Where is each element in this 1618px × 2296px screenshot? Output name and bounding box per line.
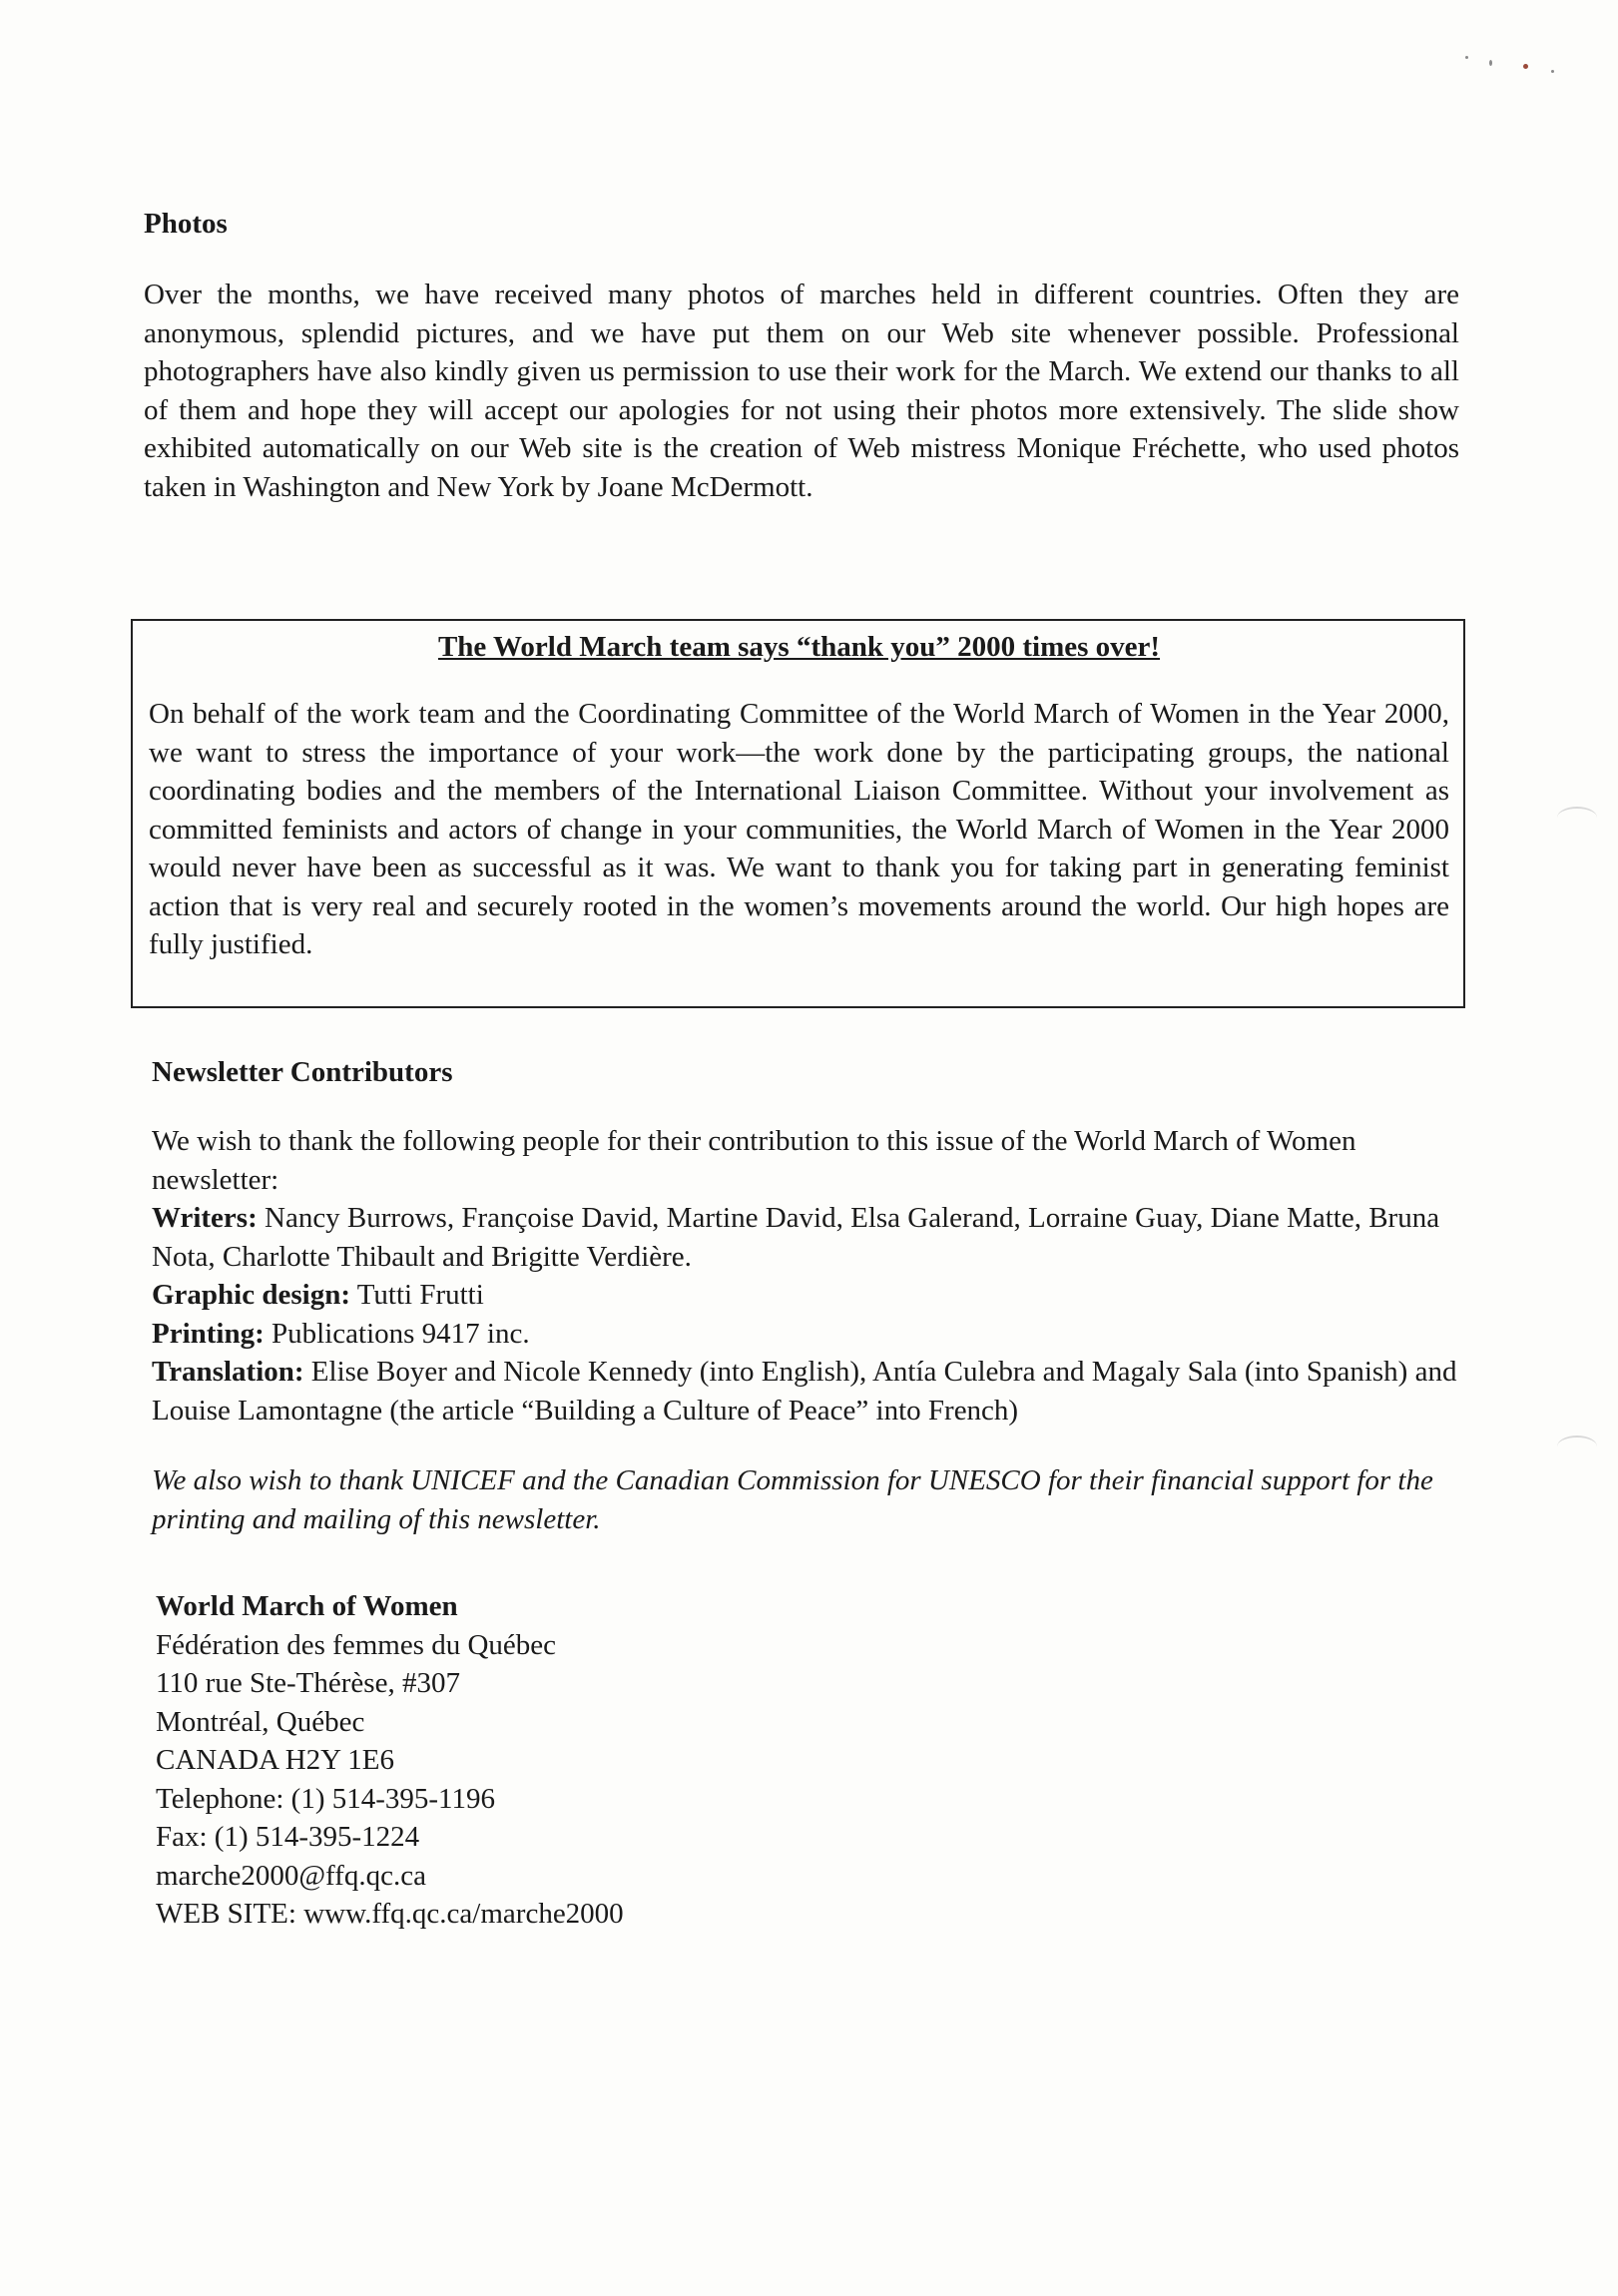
credit-translation xyxy=(152,1353,1459,1430)
credit-value: Publications 9417 inc. xyxy=(264,1317,530,1350)
credit-label: Writers: xyxy=(152,1202,258,1234)
website-line: WEB SITE: www.ffq.qc.ca/marche2000 xyxy=(156,1898,624,1930)
photos-heading: Photos xyxy=(144,208,228,240)
thank-you-box xyxy=(131,619,1465,1008)
thank-you-title: The World March team says “thank you” 2000 times over! xyxy=(437,631,1161,663)
address-block xyxy=(156,1587,1054,1934)
contributors-intro: We wish to thank the following people for their contribution to this issue of the World March of Women newsletter: xyxy=(152,1125,1356,1196)
credit-writers xyxy=(152,1199,1459,1276)
credit-value: Elise Boyer and Nicole Kennedy (into English), Antía Culebra and Magaly Sala (into Spanish) and Louise Lamontagne (the article “Building a Culture of Peace” into French) xyxy=(152,1356,1457,1427)
funding-thanks-note: We also wish to thank UNICEF and the Canadian Commission for UNESCO for their financial support for the printing and mailing of this newsletter. xyxy=(152,1464,1433,1535)
credit-label: Graphic design: xyxy=(152,1279,350,1311)
credit-value: Nancy Burrows, Françoise David, Martine David, Elsa Galerand, Lorraine Guay, Diane Matte, Bruna Nota, Charlotte Thibault and Brigitte Verdière. xyxy=(152,1202,1440,1273)
credit-label: Translation: xyxy=(152,1356,304,1388)
scan-edge-mark xyxy=(1557,807,1597,829)
credit-graphic-design xyxy=(152,1276,1459,1315)
address-line: Montréal, Québec xyxy=(156,1705,365,1738)
credit-printing xyxy=(152,1315,1459,1354)
scan-specks xyxy=(1457,52,1577,82)
credit-value: Tutti Frutti xyxy=(350,1279,484,1311)
thank-you-paragraph: On behalf of the work team and the Coordinating Committee of the World March of Women in the Year 2000, we want to stress the importance of your work—the work done by the participating groups, the national coordinating bodies and the members of the International Liaison Committee. Without your involvement as committed feminists and actors of change in your communities, the World March of Women in the Year 2000 would never have been as successful as it was. We want to thank you for taking part in generating feminist action that is very real and securely rooted in the women’s movements around the world. Our high hopes are fully justified. xyxy=(149,698,1449,960)
scan-edge-mark xyxy=(1557,1435,1597,1457)
address-line: Fédération des femmes du Québec xyxy=(156,1628,557,1661)
photos-section xyxy=(144,206,1459,506)
scan-speck xyxy=(1523,64,1528,69)
organization-name: World March of Women xyxy=(156,1590,458,1622)
address-line: CANADA H2Y 1E6 xyxy=(156,1744,394,1776)
email-line: marche2000@ffq.qc.ca xyxy=(156,1859,426,1892)
photos-paragraph: Over the months, we have received many photos of marches held in different countries. Often they are anonymous, splendid pictures, and we have put them on our Web site whenever possible. Professional photographers have also kindly given us permission to use their work for the March. We extend our thanks to all of them and hope they will accept our apologies for not using their photos more extensively. The slide show exhibited automatically on our Web site is the creation of Web mistress Monique Fréchette, who used photos taken in Washington and New York by Joane McDermott. xyxy=(144,279,1459,503)
contributors-section xyxy=(152,1054,1459,1538)
scan-speck xyxy=(1489,60,1492,66)
contributors-heading: Newsletter Contributors xyxy=(152,1056,453,1088)
scan-speck xyxy=(1465,56,1468,59)
telephone-line: Telephone: (1) 514-395-1196 xyxy=(156,1782,495,1815)
scan-speck xyxy=(1551,70,1554,73)
fax-line: Fax: (1) 514-395-1224 xyxy=(156,1821,420,1853)
address-line: 110 rue Ste-Thérèse, #307 xyxy=(156,1667,460,1699)
credit-label: Printing: xyxy=(152,1317,265,1350)
